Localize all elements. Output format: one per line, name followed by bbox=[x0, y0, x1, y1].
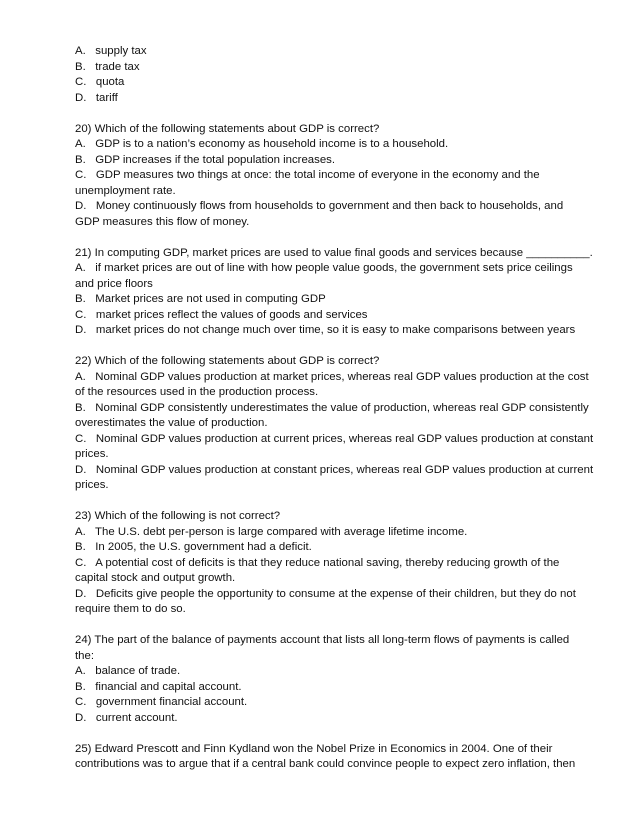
option-line: D. Money continuously flows from households to government and then back to households, and bbox=[75, 200, 564, 212]
question-20 bbox=[75, 122, 605, 231]
option-line: D. market prices do not change much over time, so it is easy to make comparisons between years bbox=[75, 324, 576, 336]
option-line: B. GDP increases if the total population increases. bbox=[75, 153, 336, 166]
option-line: prices. bbox=[75, 479, 109, 491]
option-line: A. GDP is to a nation’s economy as household income is to a household. bbox=[75, 138, 449, 150]
option-line: B. In 2005, the U.S. government had a deficit. bbox=[75, 541, 312, 553]
question-stem: 25) Edward Prescott and Finn Kydland won the Nobel Prize in Economics in 2004. One of their bbox=[75, 742, 553, 755]
question-stem: 21) In computing GDP, market prices are used to value final goods and services because __________. bbox=[75, 246, 593, 259]
option-line: capital stock and output growth. bbox=[75, 572, 236, 584]
question-21 bbox=[75, 246, 605, 339]
question-stem: the: bbox=[75, 649, 94, 662]
option-line: D. current account. bbox=[75, 711, 178, 724]
question-stem: 23) Which of the following is not correct? bbox=[75, 510, 281, 522]
option-line: C. A potential cost of deficits is that they reduce national saving, thereby reducing growth of the bbox=[75, 556, 560, 569]
question-stem: contributions was to argue that if a central bank could convince people to expect zero inflation, then bbox=[75, 758, 576, 770]
option-line: C. quota bbox=[75, 76, 125, 88]
option-line: D. Nominal GDP values production at constant prices, whereas real GDP values production at current bbox=[75, 463, 594, 476]
option-line: D. Deficits give people the opportunity to consume at the expense of their children, but they do not bbox=[75, 587, 576, 600]
option-line: A. supply tax bbox=[75, 45, 147, 57]
spacer bbox=[75, 230, 605, 246]
question-24 bbox=[75, 633, 605, 726]
option-line: GDP measures this flow of money. bbox=[75, 215, 250, 228]
question-stem: 24) The part of the balance of payments account that lists all long-term flows of payments is called bbox=[75, 634, 570, 646]
option-line: C. GDP measures two things at once: the total income of everyone in the economy and the bbox=[75, 169, 540, 181]
question-25 bbox=[75, 742, 605, 773]
option-line: A. if market prices are out of line with how people value goods, the government sets price ceilings bbox=[75, 262, 573, 274]
option-line: A. Nominal GDP values production at market prices, whereas real GDP values production at the cost bbox=[75, 370, 589, 383]
option-line: B. trade tax bbox=[75, 60, 140, 73]
spacer bbox=[75, 726, 605, 742]
question-22 bbox=[75, 354, 605, 494]
question-23 bbox=[75, 509, 605, 618]
option-line: unemployment rate. bbox=[75, 184, 176, 197]
spacer bbox=[75, 339, 605, 355]
question-stem: 20) Which of the following statements about GDP is correct? bbox=[75, 122, 380, 135]
option-line: B. Market prices are not used in computing GDP bbox=[75, 293, 326, 305]
option-line: C. Nominal GDP values production at current prices, whereas real GDP values production at constant bbox=[75, 432, 594, 445]
option-line: prices. bbox=[75, 448, 109, 460]
option-line: of the resources used in the production process. bbox=[75, 386, 319, 398]
previous-question-options bbox=[75, 44, 605, 106]
question-stem: 22) Which of the following statements about GDP is correct? bbox=[75, 355, 380, 367]
option-line: B. Nominal GDP consistently underestimates the value of production, whereas real GDP consistently bbox=[75, 401, 589, 414]
option-line: C. market prices reflect the values of goods and services bbox=[75, 308, 368, 321]
spacer bbox=[75, 618, 605, 634]
option-line: A. The U.S. debt per-person is large compared with average lifetime income. bbox=[75, 525, 468, 538]
option-line: B. financial and capital account. bbox=[75, 680, 242, 693]
option-line: D. tariff bbox=[75, 91, 118, 104]
option-line: overestimates the value of production. bbox=[75, 417, 268, 429]
spacer bbox=[75, 106, 605, 122]
option-line: C. government financial account. bbox=[75, 696, 248, 708]
spacer bbox=[75, 494, 605, 510]
option-line: require them to do so. bbox=[75, 603, 186, 615]
option-line: A. balance of trade. bbox=[75, 665, 181, 677]
document-page bbox=[75, 44, 605, 773]
option-line: and price floors bbox=[75, 277, 153, 290]
